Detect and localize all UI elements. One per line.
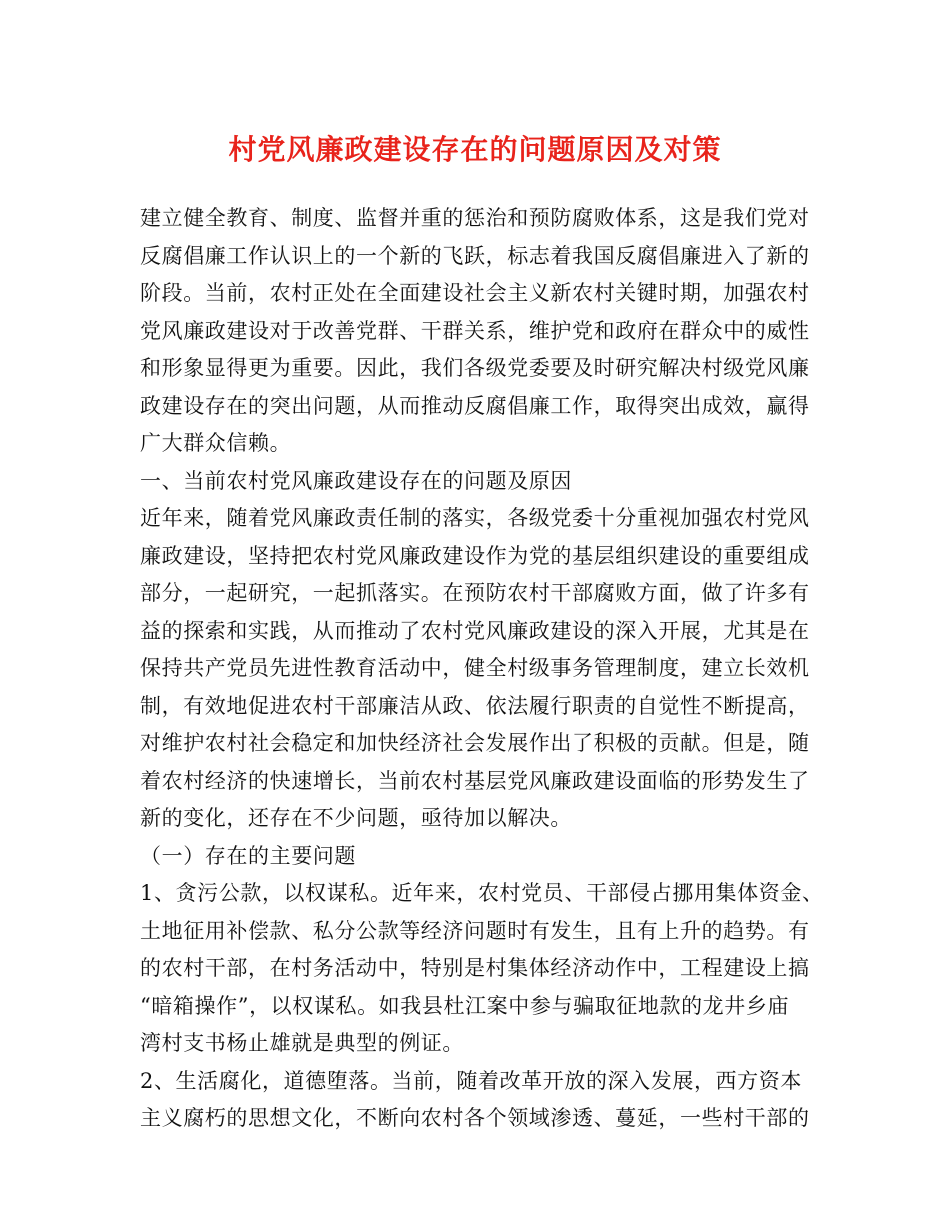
document-body — [140, 200, 824, 1138]
text-line: 的农村干部，在村务活动中，特别是村集体经济动作中，工程建设上搞 — [140, 956, 810, 980]
section-heading: 一、当前农村党风廉政建设存在的问题及原因 — [140, 468, 572, 493]
text-line: 主义腐朽的思想文化，不断向农村各个领域渗透、蔓延，一些村干部的 — [140, 1106, 810, 1130]
text-line: 新的变化，还存在不少问题，亟待加以解决。 — [140, 806, 572, 830]
text-line: 着农村经济的快速增长，当前农村基层党风廉政建设面临的形势发生了 — [140, 768, 810, 793]
text-line: 廉政建设，坚持把农村党风廉政建设作为党的基层组织建设的重要组成 — [140, 543, 810, 568]
text-line: 广大群众信赖。 — [140, 431, 292, 455]
text-line: “暗箱操作”，以权谋私。如我县杜江案中参与骗取征地款的龙井乡庙 — [140, 993, 790, 1018]
text-line: 阶段。当前，农村正处在全面建设社会主义新农村关键时期，加强农村 — [140, 281, 810, 305]
text-line: 湾村支书杨止雄就是典型的例证。 — [140, 1031, 464, 1055]
text-line: 土地征用补偿款、私分公款等经济问题时有发生，且有上升的趋势。有 — [140, 918, 810, 943]
text-line: 和形象显得更为重要。因此，我们各级党委要及时研究解决村级党风廉 — [140, 356, 810, 380]
text-line: 益的探索和实践，从而推动了农村党风廉政建设的深入开展，尤其是在 — [140, 618, 810, 643]
text-line: 部分，一起研究，一起抓落实。在预防农村干部腐败方面，做了许多有 — [140, 581, 810, 605]
subsection-heading: （一）存在的主要问题 — [140, 843, 356, 868]
text-line: 对维护农村社会稳定和加快经济社会发展作出了积极的贡献。但是，随 — [140, 731, 810, 755]
text-line: 2、生活腐化，道德堕落。当前，随着改革开放的深入发展，西方资本 — [140, 1068, 802, 1093]
text-line: 建立健全教育、制度、监督并重的惩治和预防腐败体系，这是我们党对 — [140, 206, 810, 230]
document-title: 村党风廉政建设存在的问题原因及对策 — [228, 133, 722, 166]
text-line: 制，有效地促进农村干部廉洁从政、依法履行职责的自觉性不断提高， — [140, 693, 810, 718]
text-line: 1、贪污公款，以权谋私。近年来，农村党员、干部侵占挪用集体资金、 — [140, 881, 824, 905]
text-line: 反腐倡廉工作认识上的一个新的飞跃，标志着我国反腐倡廉进入了新的 — [140, 243, 810, 268]
text-line: 政建设存在的突出问题，从而推动反腐倡廉工作，取得突出成效，赢得 — [140, 393, 810, 418]
text-line: 保持共产党员先进性教育活动中，健全村级事务管理制度，建立长效机 — [140, 656, 810, 680]
text-line: 近年来，随着党风廉政责任制的落实，各级党委十分重视加强农村党风 — [140, 506, 810, 530]
text-line: 党风廉政建设对于改善党群、干群关系，维护党和政府在群众中的威性 — [140, 318, 810, 343]
